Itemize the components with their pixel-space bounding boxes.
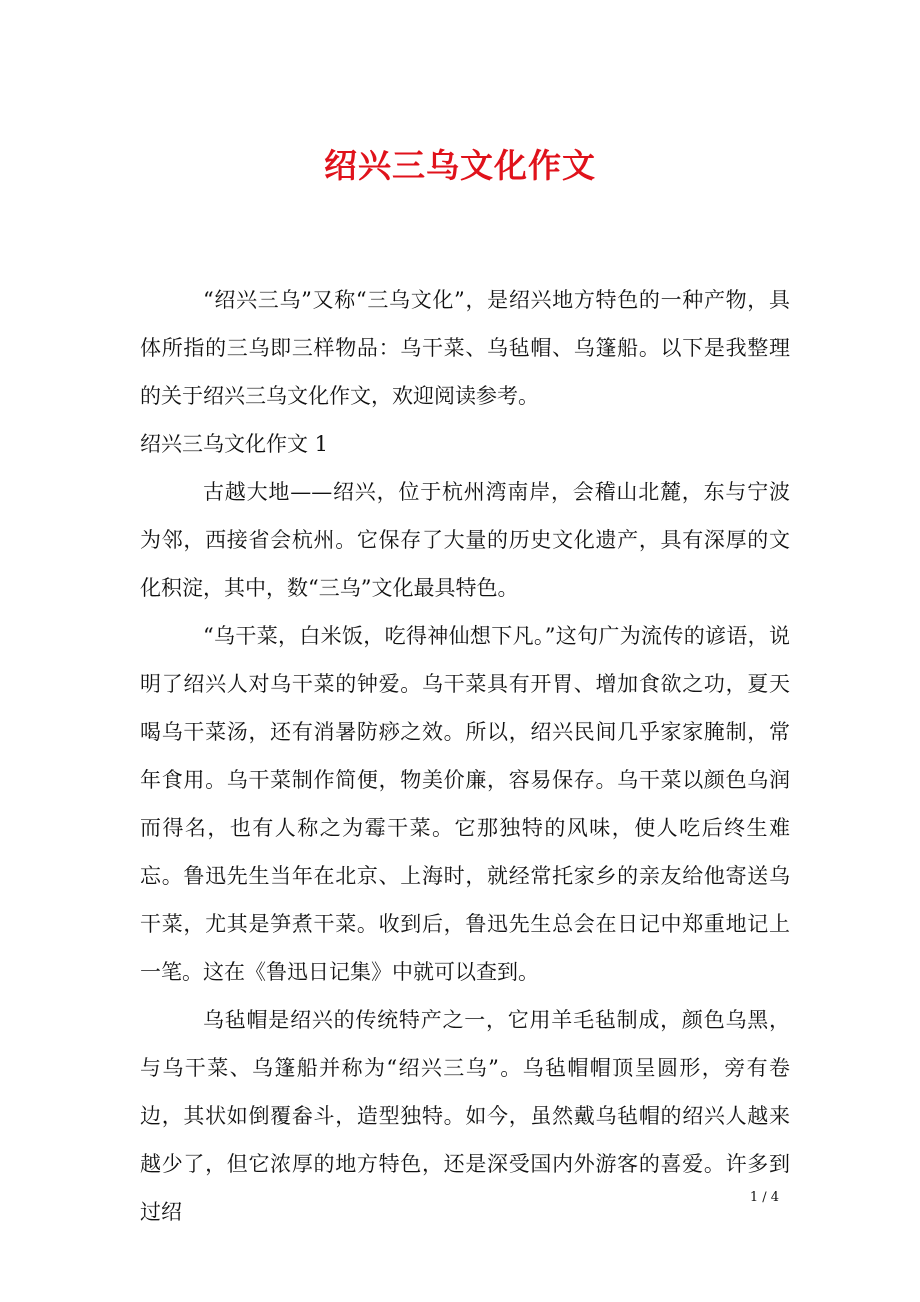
document-body — [140, 276, 790, 1236]
section-heading: 绍兴三乌文化作文 1 — [140, 432, 329, 456]
body-paragraph: 古越大地——绍兴，位于杭州湾南岸，会稽山北麓，东与宁波为邻，西接省会杭州。它保存了大量的历史文化遗产，具有深厚的文化积淀，其中，数“三乌”文化最具特色。 — [140, 480, 790, 600]
body-paragraph: “乌干菜，白米饭，吃得神仙想下凡。”这句广为流传的谚语，说明了绍兴人对乌干菜的钟爱。乌干菜具有开胃、增加食欲之功，夏天喝乌干菜汤，还有消暑防痧之效。所以，绍兴民间几乎家家腌制，常年食用。乌干菜制作简便，物美价廉，容易保存。乌干菜以颜色乌润而得名，也有人称之为霉干菜。它那独特的风味，使人吃后终生难忘。鲁迅先生当年在北京、上海时，就经常托家乡的亲友给他寄送乌干菜，尤其是笋煮干菜。收到后，鲁迅先生总会在日记中郑重地记上一笔。这在《鲁迅日记集》中就可以查到。 — [140, 624, 790, 984]
body-paragraph: 乌毡帽是绍兴的传统特产之一，它用羊毛毡制成，颜色乌黑，与乌干菜、乌篷船并称为“绍兴三乌”。乌毡帽帽顶呈圆形，旁有卷边，其状如倒覆畚斗，造型独特。如今，虽然戴乌毡帽的绍兴人越来越少了，但它浓厚的地方特色，还是深受国内外游客的喜爱。许多到过绍 — [140, 1008, 790, 1224]
intro-paragraph: “绍兴三乌”又称“三乌文化”，是绍兴地方特色的一种产物，具体所指的三乌即三样物品：乌干菜、乌毡帽、乌篷船。以下是我整理的关于绍兴三乌文化作文，欢迎阅读参考。 — [140, 288, 790, 408]
document-title: 绍兴三乌文化作文 — [324, 146, 596, 185]
page-number: 1 / 4 — [749, 1190, 779, 1205]
